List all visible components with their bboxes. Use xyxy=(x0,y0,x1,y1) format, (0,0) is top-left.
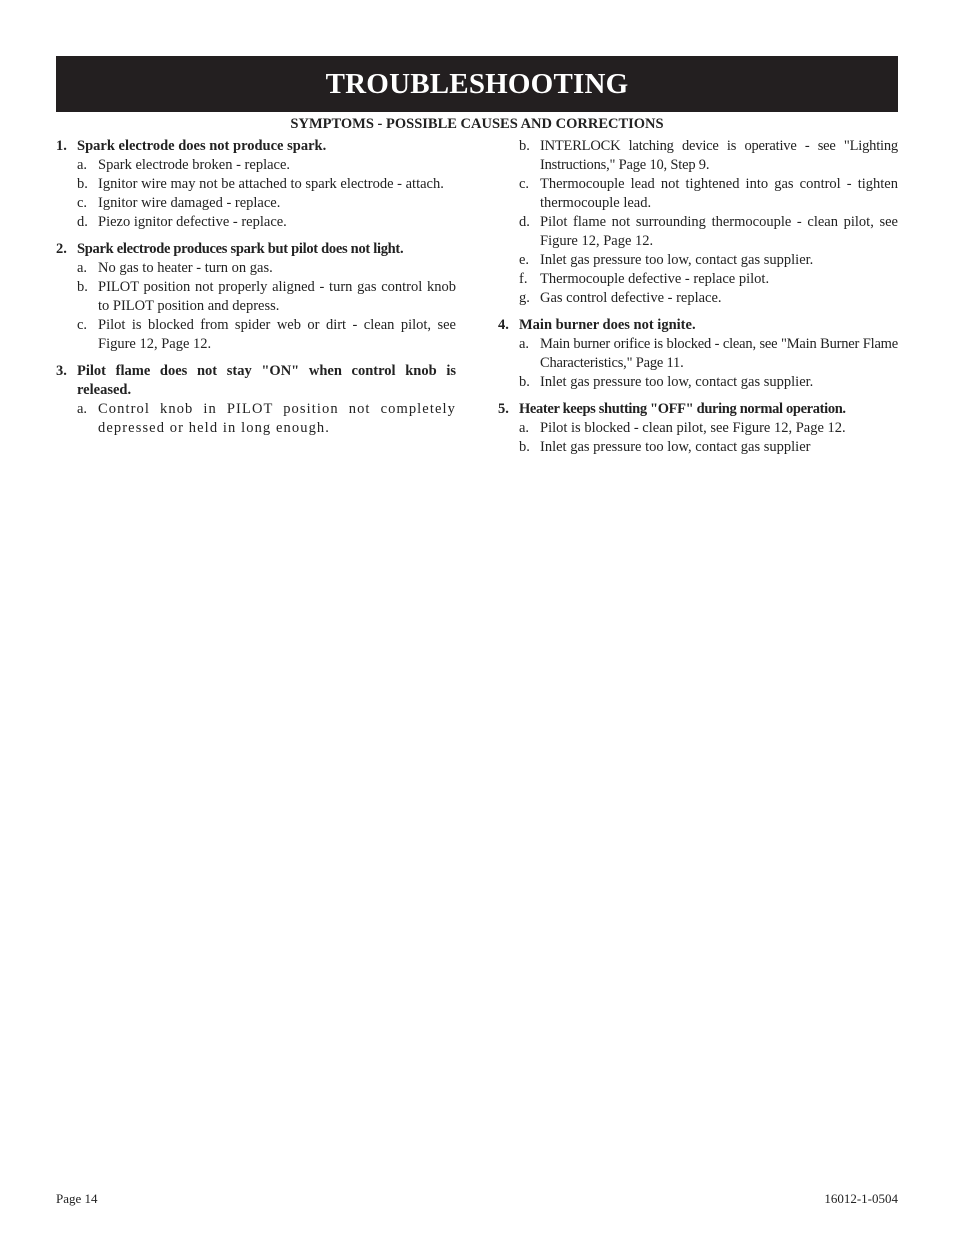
correction-item xyxy=(56,316,456,354)
symptom-number: 2. xyxy=(56,241,67,257)
symptom-heading xyxy=(56,137,456,156)
item-letter: d. xyxy=(519,214,530,230)
item-letter: a. xyxy=(519,336,530,352)
item-text: Spark electrode broken - replace. xyxy=(98,157,291,173)
item-letter: c. xyxy=(77,317,88,333)
symptom-heading xyxy=(498,316,898,335)
item-letter: c. xyxy=(519,176,530,192)
section-subheading: SYMPTOMS - POSSIBLE CAUSES AND CORRECTIONS xyxy=(290,116,664,132)
item-text: PILOT position not properly aligned - turn gas control knob to PILOT position and depress. xyxy=(98,279,456,314)
correction-item xyxy=(498,213,898,251)
correction-item xyxy=(56,175,456,194)
correction-item xyxy=(498,270,898,289)
item-letter: c. xyxy=(77,195,88,211)
item-letter: a. xyxy=(77,401,88,417)
item-text: Inlet gas pressure too low, contact gas supplier. xyxy=(540,252,814,268)
symptom-section xyxy=(56,137,456,232)
symptom-section xyxy=(498,400,898,457)
item-text: Piezo ignitor defective - replace. xyxy=(98,214,287,230)
symptom-section xyxy=(56,362,456,438)
document-number: 16012-1-0504 xyxy=(824,1191,898,1206)
correction-item xyxy=(498,335,898,373)
correction-item xyxy=(498,137,898,175)
item-letter: f. xyxy=(519,271,528,287)
item-text: Thermocouple defective - replace pilot. xyxy=(540,271,770,287)
item-letter: a. xyxy=(77,260,88,276)
item-letter: a. xyxy=(519,420,530,436)
item-text: INTERLOCK latching device is operative - see "Lighting Instructions," Page 10, Step 9. xyxy=(540,138,898,173)
item-letter: b. xyxy=(519,439,530,455)
item-letter: b. xyxy=(77,279,88,295)
item-text: Ignitor wire may not be attached to spark electrode - attach. xyxy=(98,176,444,192)
item-text: Inlet gas pressure too low, contact gas supplier. xyxy=(540,374,814,390)
symptom-title: Spark electrode does not produce spark. xyxy=(77,138,327,154)
item-letter: d. xyxy=(77,214,88,230)
symptom-title: Spark electrode produces spark but pilot does not light. xyxy=(77,241,404,257)
item-text: Main burner orifice is blocked - clean, see "Main Burner Flame Characteristics," Page 11. xyxy=(540,336,898,371)
correction-item xyxy=(56,259,456,278)
item-text: Gas control defective - replace. xyxy=(540,290,722,306)
item-text: Pilot is blocked - clean pilot, see Figure 12, Page 12. xyxy=(540,420,846,436)
symptom-number: 5. xyxy=(498,401,509,417)
correction-item xyxy=(498,373,898,392)
symptom-section-continued xyxy=(498,137,898,308)
item-text: Thermocouple lead not tightened into gas control - tighten thermocouple lead. xyxy=(540,176,898,211)
symptom-title: Main burner does not ignite. xyxy=(519,317,696,333)
item-text: No gas to heater - turn on gas. xyxy=(98,260,273,276)
title-banner xyxy=(56,56,898,112)
symptom-title: Heater keeps shutting "OFF" during normal operation. xyxy=(519,401,846,417)
correction-item xyxy=(56,400,456,438)
left-column xyxy=(56,137,456,446)
symptom-heading xyxy=(56,240,456,259)
symptom-number: 1. xyxy=(56,138,67,154)
page-title: TROUBLESHOOTING xyxy=(325,67,629,100)
symptom-section xyxy=(498,316,898,392)
symptom-section xyxy=(56,240,456,354)
item-letter: b. xyxy=(519,138,530,154)
correction-item xyxy=(56,278,456,316)
correction-item xyxy=(56,194,456,213)
correction-item xyxy=(498,251,898,270)
item-text: Control knob in PILOT position not completely depressed or held in long enough. xyxy=(98,401,456,436)
item-letter: g. xyxy=(519,290,530,306)
correction-item xyxy=(56,156,456,175)
symptom-number: 4. xyxy=(498,317,509,333)
symptom-title: Pilot flame does not stay "ON" when control knob is released. xyxy=(77,363,456,398)
correction-item xyxy=(498,175,898,213)
item-letter: e. xyxy=(519,252,530,268)
correction-item xyxy=(56,213,456,232)
correction-item xyxy=(498,438,898,457)
item-letter: b. xyxy=(77,176,88,192)
correction-item xyxy=(498,419,898,438)
page-number: Page 14 xyxy=(56,1191,98,1206)
item-text: Inlet gas pressure too low, contact gas supplier xyxy=(540,439,811,455)
item-text: Pilot is blocked from spider web or dirt - clean pilot, see Figure 12, Page 12. xyxy=(98,317,456,352)
symptom-heading xyxy=(498,400,898,419)
symptom-number: 3. xyxy=(56,363,67,379)
correction-item xyxy=(498,289,898,308)
item-letter: a. xyxy=(77,157,88,173)
item-text: Pilot flame not surrounding thermocouple - clean pilot, see Figure 12, Page 12. xyxy=(540,214,898,249)
symptom-heading xyxy=(56,362,456,400)
item-letter: b. xyxy=(519,374,530,390)
item-text: Ignitor wire damaged - replace. xyxy=(98,195,281,211)
right-column xyxy=(498,137,898,465)
